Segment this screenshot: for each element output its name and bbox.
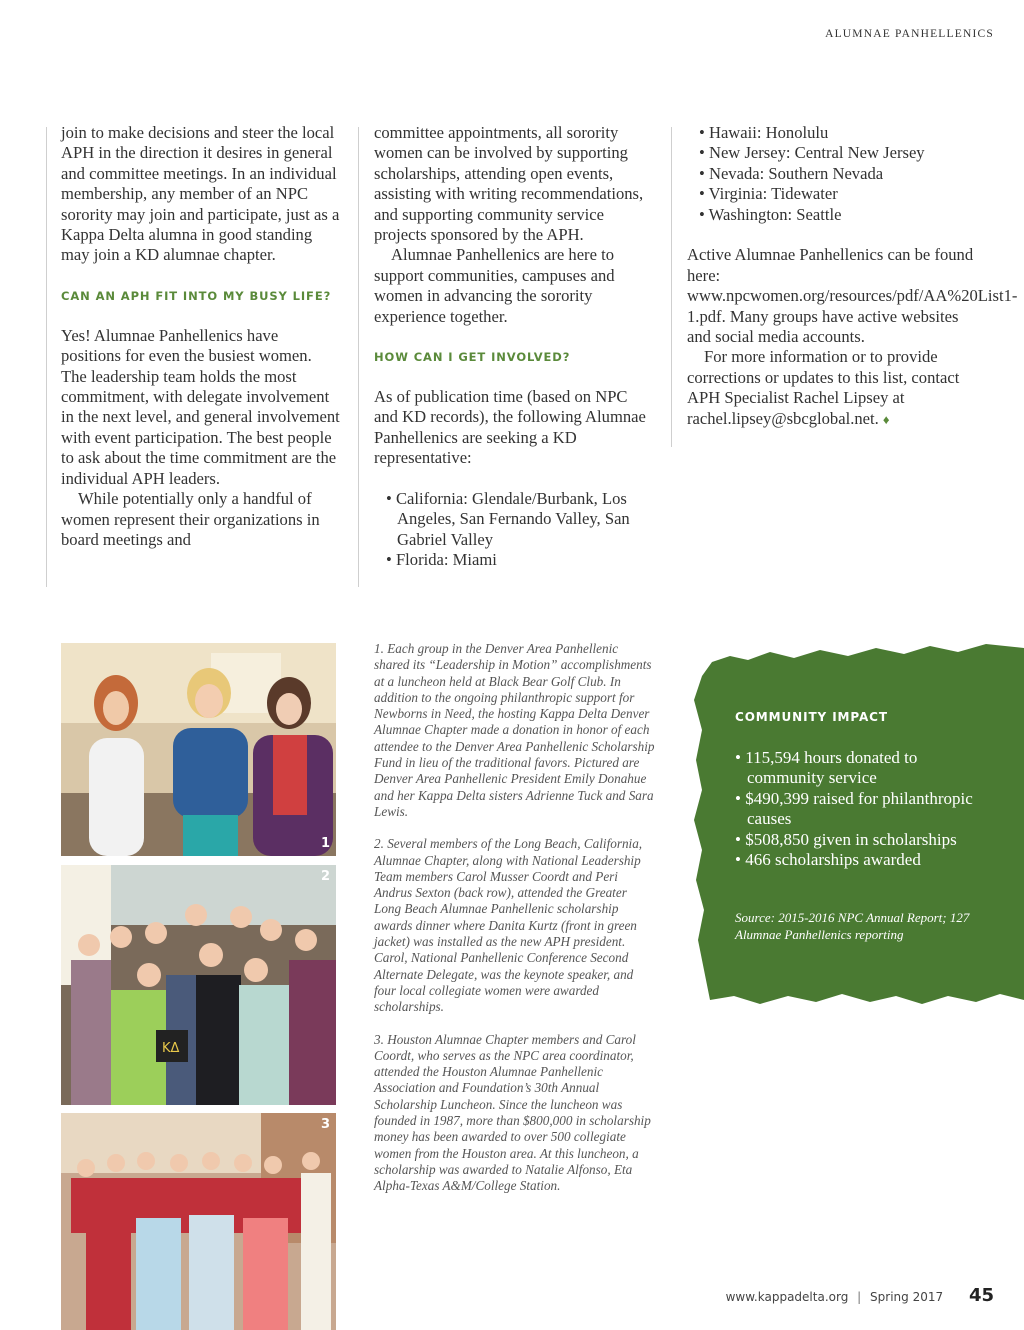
paragraph: join to make decisions and steer the local APH in the direction it desires in general and committee meetings. In an individual membership, any member of an NPC sorority may join and participate, just as a Kappa Delta alumna in good standing may join a KD alumnae chapter. (61, 123, 340, 265)
paragraph: Active Alumnae Panhellenics can be found here: www.npcwomen.org/resources/pdf/AA%20List1-1.pdf. Many groups have active websites and social media accounts. (687, 245, 1018, 347)
list-item: • Hawaii: Honolulu (699, 123, 829, 142)
page-footer (726, 1285, 994, 1306)
photo-number: 2 (320, 869, 330, 884)
photo-3 (61, 1113, 336, 1330)
photo-number: 1 (320, 836, 330, 851)
paragraph (687, 347, 977, 430)
impact-item: • 115,594 hours donated to community service (735, 748, 918, 788)
section-header: ALUMNAE PANHELLENICS (825, 28, 994, 40)
list-item: • Nevada: Southern Nevada (699, 163, 884, 183)
impact-source: Source: 2015-2016 NPC Annual Report; 127 Alumnae Panhellenics reporting (735, 910, 970, 942)
question-heading: HOW CAN I GET INVOLVED? (374, 350, 571, 365)
list-item: • Washington: Seattle (699, 204, 842, 224)
impact-item: • $490,399 raised for philanthropic causes (735, 788, 973, 829)
paragraph: Yes! Alumnae Panhellenics have positions for even the busiest women. The leadership team holds the most commitment, with delegate involvement in the next level, and general involvement with event participation. The best people to ask about the time commitment are the individual APH leaders. (61, 325, 340, 488)
list-item: • California: Glendale/Burbank, Los Angeles, San Fernando Valley, San Gabriel Valley (386, 489, 630, 549)
photo-1 (61, 643, 336, 856)
caption: 1. Each group in the Denver Area Panhellenic shared its “Leadership in Motion” accomplishments at a luncheon held at Black Bear Golf Club. In addition to the ongoing philanthropic support for Newborns in Need, the hosting Kappa Delta Denver Alumnae Chapter made a donation in honor of each attendee to the Denver Area Panhellenic Scholarship Fund in lieu of the traditional favors. Pictured are Denver Area Panhellenic President Emily Donahue and her Kappa Delta sisters Adrienne Tuck and Sara Lewis. (374, 641, 655, 819)
impact-item: • $508,850 given in scholarships (735, 829, 957, 849)
paragraph: Alumnae Panhellenics are here to support communities, campuses and women in advancing the sorority experience together. (374, 245, 615, 326)
article-column-1 (61, 123, 341, 550)
column-rule (358, 127, 359, 587)
caption: 3. Houston Alumnae Chapter members and Carol Coordt, who serves as the NPC area coordinator, attended the Houston Alumnae Panhellenic Association and Foundation’s 30th Annual Scholarship Luncheon. Since the luncheon was founded in 1987, more than $800,000 in scholarship money has been awarded to over 500 collegiate women from the Houston area. At this luncheon, a scholarship was awarded to Natalie Alfonso, Eta Alpha-Texas A&M/College Station. (374, 1031, 651, 1194)
article-column-2 (374, 123, 654, 571)
footer-separator: | (857, 1290, 862, 1304)
list-item: • New Jersey: Central New Jersey (699, 143, 925, 163)
photo-number: 3 (320, 1117, 330, 1132)
photo-captions (374, 641, 656, 1211)
question-heading: CAN AN APH FIT INTO MY BUSY LIFE? (61, 288, 332, 303)
footer-website: www.kappadelta.org (725, 1290, 849, 1304)
column-rule (46, 127, 47, 587)
impact-title: COMMUNITY IMPACT (735, 710, 888, 724)
column-rule (671, 127, 672, 447)
end-mark-icon: ♦ (882, 411, 890, 427)
svg-text:KΔ: KΔ (162, 1041, 180, 1056)
footer-issue: Spring 2017 (870, 1290, 944, 1304)
paragraph: As of publication time (based on NPC and KD records), the following Alumnae Panhellenics are seeking a KD representative: (374, 387, 646, 468)
page-number: 45 (968, 1285, 994, 1306)
impact-item: • 466 scholarships awarded (735, 850, 921, 870)
paragraph: committee appointments, all sorority women can be involved by supporting scholarships, attending open events, assisting with writing recommendations, and supporting community service projects sponsored by the APH. (374, 123, 644, 245)
article-column-3 (687, 123, 1018, 430)
paragraph: While potentially only a handful of women represent their organizations in board meetings and (61, 489, 320, 549)
photo-2 (61, 865, 336, 1105)
list-item: • Virginia: Tidewater (699, 184, 838, 204)
caption: 2. Several members of the Long Beach, California, Alumnae Chapter, along with National Leadership Team members Carol Musser Coordt and Peri Andrus Sexton (back row), attended the Greater Long Beach Alumnae Panhellenic scholarship awards dinner where Danita Kurtz (front in green jacket) was installed as the new APH president. Carol, National Panhellenic Conference Second Alternate Delegate, was the keynote speaker, and four local collegiate women were awarded scholarships. (374, 836, 643, 1015)
list-item: • Florida: Miami (386, 550, 497, 570)
paragraph-text: For more information or to provide corrections or updates to this list, contact APH Specialist Rachel Lipsey at rachel.lipsey@sbcglobal.net. (687, 347, 960, 428)
impact-list (735, 748, 985, 870)
